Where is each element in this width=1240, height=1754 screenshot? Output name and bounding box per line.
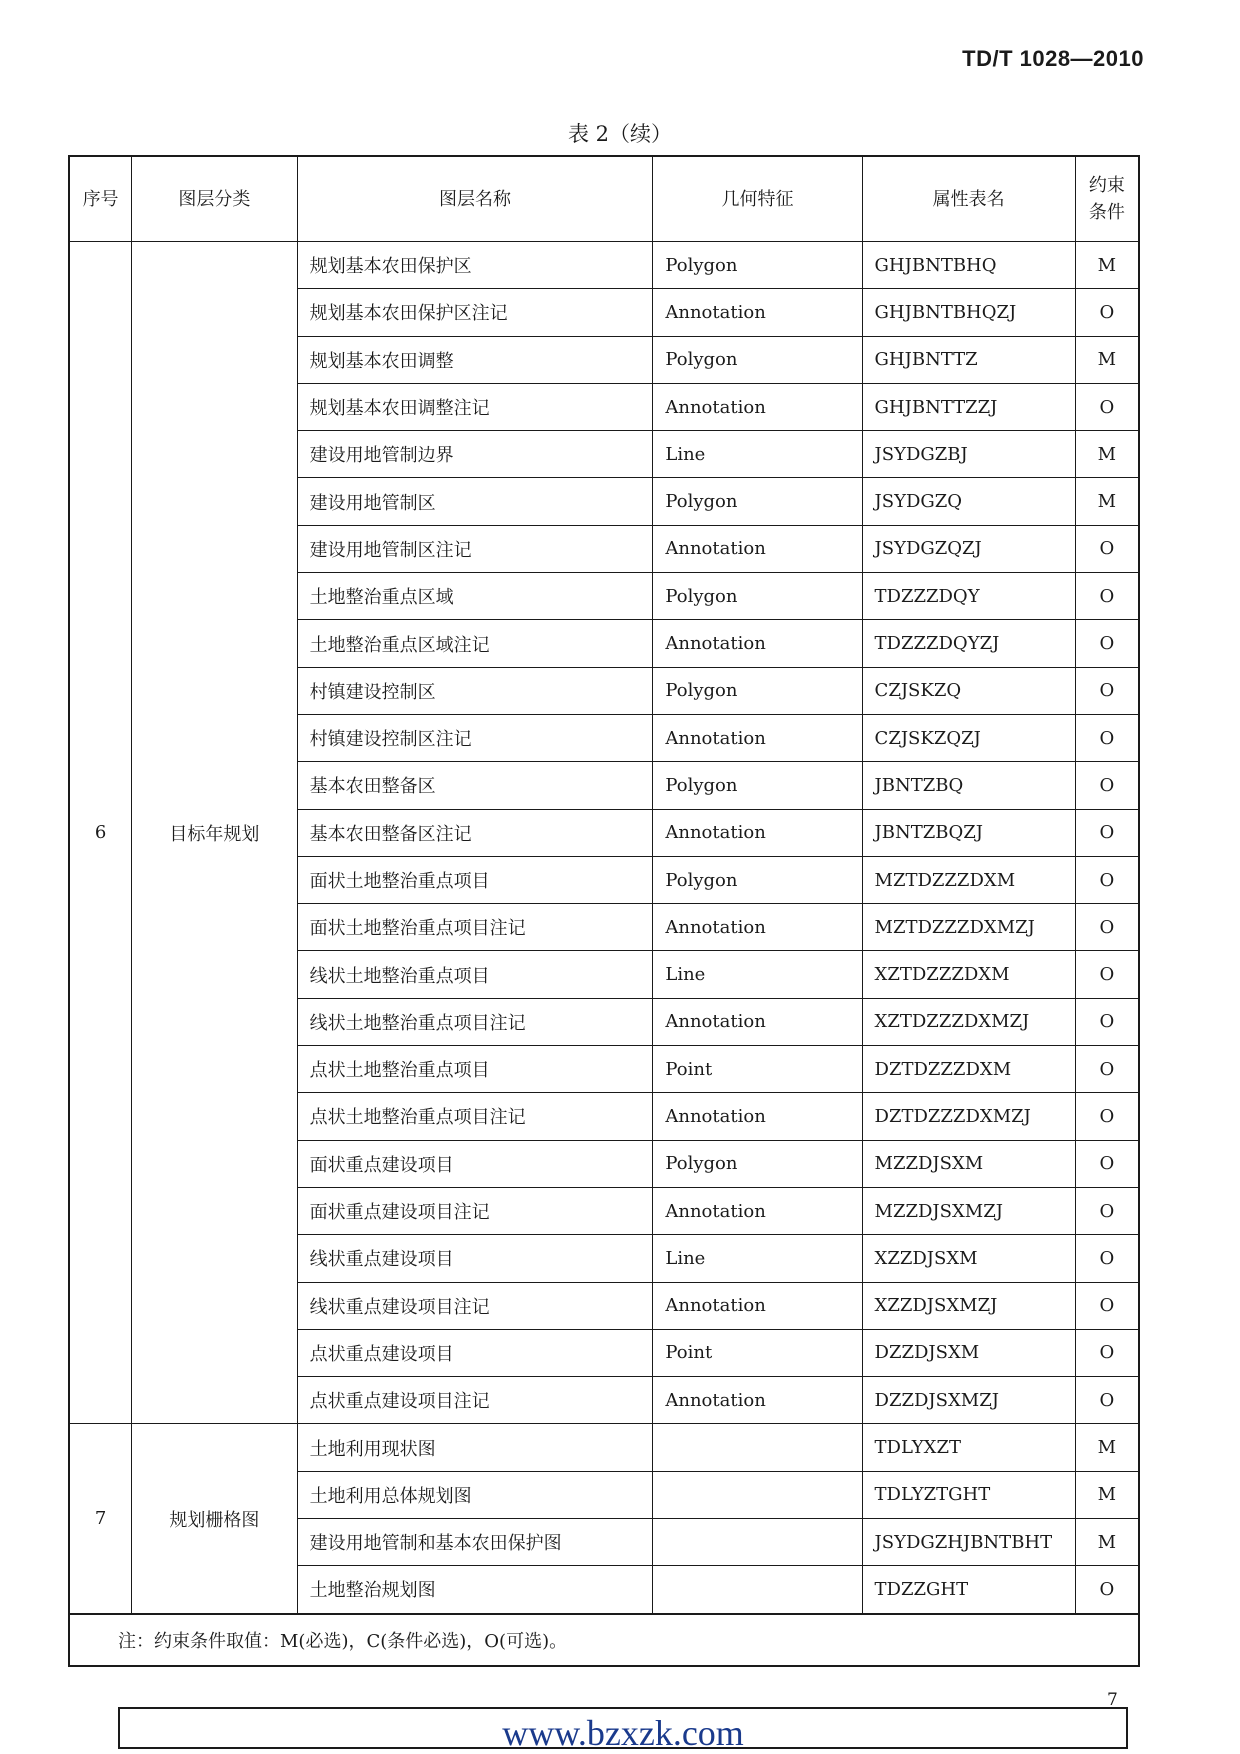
cell-layer-name: 线状土地整治重点项目注记 bbox=[297, 998, 653, 1045]
cell-layer-name: 土地整治重点区域 bbox=[297, 573, 653, 620]
cell-layer-name: 面状土地整治重点项目 bbox=[297, 856, 653, 903]
cell-geometry: Point bbox=[653, 1329, 862, 1376]
cell-layer-name: 基本农田整备区注记 bbox=[297, 809, 653, 856]
group-category: 目标年规划 bbox=[132, 242, 298, 1424]
col-header-constraint: 约束条件 bbox=[1075, 156, 1139, 242]
cell-layer-name: 建设用地管制区 bbox=[297, 478, 653, 525]
cell-geometry: Polygon bbox=[653, 242, 862, 289]
cell-attribute-table: GHJBNTBHQ bbox=[862, 242, 1075, 289]
cell-attribute-table: JSYDGZQZJ bbox=[862, 525, 1075, 572]
footer-watermark-box bbox=[118, 1707, 1128, 1753]
layer-table bbox=[68, 155, 1140, 1667]
cell-geometry: Annotation bbox=[653, 289, 862, 336]
cell-constraint: M bbox=[1075, 242, 1139, 289]
cell-attribute-table: JSYDGZBJ bbox=[862, 431, 1075, 478]
table-header bbox=[69, 156, 1139, 242]
group-category: 规划栅格图 bbox=[132, 1424, 298, 1614]
cell-attribute-table: JSYDGZQ bbox=[862, 478, 1075, 525]
cell-geometry bbox=[653, 1519, 862, 1566]
cell-constraint: M bbox=[1075, 431, 1139, 478]
cell-constraint: O bbox=[1075, 1566, 1139, 1614]
table-note: 注：约束条件取值：M(必选)，C(条件必选)，O(可选)。 bbox=[69, 1614, 1139, 1666]
cell-geometry: Polygon bbox=[653, 1140, 862, 1187]
col-header-geometry: 几何特征 bbox=[653, 156, 862, 242]
cell-layer-name: 线状土地整治重点项目 bbox=[297, 951, 653, 998]
cell-geometry: Polygon bbox=[653, 336, 862, 383]
cell-geometry: Annotation bbox=[653, 904, 862, 951]
cell-layer-name: 点状土地整治重点项目注记 bbox=[297, 1093, 653, 1140]
cell-constraint: O bbox=[1075, 383, 1139, 430]
website-link[interactable]: www.bzxzk.com bbox=[502, 1713, 744, 1753]
group-number: 6 bbox=[69, 242, 132, 1424]
cell-attribute-table: JBNTZBQZJ bbox=[862, 809, 1075, 856]
cell-attribute-table: TDLYXZT bbox=[862, 1424, 1075, 1471]
cell-attribute-table: XZZDJSXM bbox=[862, 1235, 1075, 1282]
cell-geometry bbox=[653, 1566, 862, 1614]
cell-constraint: M bbox=[1075, 1519, 1139, 1566]
cell-attribute-table: CZJSKZQZJ bbox=[862, 714, 1075, 761]
cell-constraint: M bbox=[1075, 1471, 1139, 1518]
table-row bbox=[69, 242, 1139, 289]
cell-constraint: O bbox=[1075, 1046, 1139, 1093]
group-number: 7 bbox=[69, 1424, 132, 1614]
table-body bbox=[69, 242, 1139, 1614]
cell-attribute-table: CZJSKZQ bbox=[862, 667, 1075, 714]
cell-constraint: M bbox=[1075, 478, 1139, 525]
cell-attribute-table: DZZDJSXM bbox=[862, 1329, 1075, 1376]
cell-geometry: Polygon bbox=[653, 762, 862, 809]
cell-constraint: O bbox=[1075, 762, 1139, 809]
cell-constraint: O bbox=[1075, 1235, 1139, 1282]
cell-layer-name: 规划基本农田保护区 bbox=[297, 242, 653, 289]
cell-constraint: O bbox=[1075, 667, 1139, 714]
cell-layer-name: 土地整治规划图 bbox=[297, 1566, 653, 1614]
cell-constraint: O bbox=[1075, 856, 1139, 903]
cell-layer-name: 线状重点建设项目注记 bbox=[297, 1282, 653, 1329]
cell-constraint: O bbox=[1075, 525, 1139, 572]
cell-attribute-table: TDZZZDQY bbox=[862, 573, 1075, 620]
cell-layer-name: 村镇建设控制区 bbox=[297, 667, 653, 714]
cell-attribute-table: JSYDGZHJBNTBHT bbox=[862, 1519, 1075, 1566]
cell-attribute-table: JBNTZBQ bbox=[862, 762, 1075, 809]
cell-attribute-table: DZTDZZZDXM bbox=[862, 1046, 1075, 1093]
cell-layer-name: 点状重点建设项目注记 bbox=[297, 1377, 653, 1424]
cell-attribute-table: XZTDZZZDXM bbox=[862, 951, 1075, 998]
cell-constraint: O bbox=[1075, 620, 1139, 667]
table-row bbox=[69, 1424, 1139, 1471]
cell-layer-name: 建设用地管制边界 bbox=[297, 431, 653, 478]
cell-geometry: Annotation bbox=[653, 998, 862, 1045]
cell-layer-name: 土地整治重点区域注记 bbox=[297, 620, 653, 667]
cell-geometry: Point bbox=[653, 1046, 862, 1093]
cell-constraint: O bbox=[1075, 714, 1139, 761]
cell-geometry: Polygon bbox=[653, 478, 862, 525]
cell-layer-name: 建设用地管制区注记 bbox=[297, 525, 653, 572]
col-header-no: 序号 bbox=[69, 156, 132, 242]
col-header-attribute-table: 属性表名 bbox=[862, 156, 1075, 242]
cell-geometry: Annotation bbox=[653, 809, 862, 856]
cell-geometry: Annotation bbox=[653, 714, 862, 761]
cell-constraint: M bbox=[1075, 1424, 1139, 1471]
cell-layer-name: 线状重点建设项目 bbox=[297, 1235, 653, 1282]
cell-constraint: M bbox=[1075, 336, 1139, 383]
cell-geometry: Annotation bbox=[653, 383, 862, 430]
col-header-category: 图层分类 bbox=[132, 156, 298, 242]
cell-layer-name: 建设用地管制和基本农田保护图 bbox=[297, 1519, 653, 1566]
cell-geometry: Annotation bbox=[653, 620, 862, 667]
cell-geometry: Annotation bbox=[653, 1093, 862, 1140]
cell-layer-name: 村镇建设控制区注记 bbox=[297, 714, 653, 761]
cell-attribute-table: TDZZGHT bbox=[862, 1566, 1075, 1614]
cell-constraint: O bbox=[1075, 1140, 1139, 1187]
cell-attribute-table: MZZDJSXM bbox=[862, 1140, 1075, 1187]
cell-constraint: O bbox=[1075, 1329, 1139, 1376]
table-title: 表 2（续） bbox=[567, 122, 673, 146]
cell-layer-name: 点状重点建设项目 bbox=[297, 1329, 653, 1376]
cell-geometry: Polygon bbox=[653, 573, 862, 620]
cell-geometry bbox=[653, 1471, 862, 1518]
cell-constraint: O bbox=[1075, 573, 1139, 620]
cell-geometry: Line bbox=[653, 1235, 862, 1282]
cell-layer-name: 面状重点建设项目 bbox=[297, 1140, 653, 1187]
cell-geometry: Polygon bbox=[653, 667, 862, 714]
cell-constraint: O bbox=[1075, 809, 1139, 856]
cell-layer-name: 土地利用总体规划图 bbox=[297, 1471, 653, 1518]
cell-constraint: O bbox=[1075, 998, 1139, 1045]
cell-constraint: O bbox=[1075, 1282, 1139, 1329]
cell-constraint: O bbox=[1075, 289, 1139, 336]
cell-geometry: Annotation bbox=[653, 1282, 862, 1329]
cell-constraint: O bbox=[1075, 904, 1139, 951]
cell-geometry: Annotation bbox=[653, 1377, 862, 1424]
cell-layer-name: 规划基本农田调整注记 bbox=[297, 383, 653, 430]
cell-geometry: Annotation bbox=[653, 525, 862, 572]
cell-geometry: Polygon bbox=[653, 856, 862, 903]
cell-attribute-table: DZZDJSXMZJ bbox=[862, 1377, 1075, 1424]
cell-attribute-table: MZTDZZZDXMZJ bbox=[862, 904, 1075, 951]
cell-constraint: O bbox=[1075, 1377, 1139, 1424]
cell-constraint: O bbox=[1075, 1093, 1139, 1140]
cell-attribute-table: MZTDZZZDXM bbox=[862, 856, 1075, 903]
cell-attribute-table: XZZDJSXMZJ bbox=[862, 1282, 1075, 1329]
cell-attribute-table: MZZDJSXMZJ bbox=[862, 1187, 1075, 1234]
cell-layer-name: 规划基本农田保护区注记 bbox=[297, 289, 653, 336]
cell-layer-name: 面状重点建设项目注记 bbox=[297, 1187, 653, 1234]
cell-layer-name: 基本农田整备区 bbox=[297, 762, 653, 809]
cell-attribute-table: XZTDZZZDXMZJ bbox=[862, 998, 1075, 1045]
page-number: 7 bbox=[1107, 1690, 1118, 1710]
cell-geometry: Annotation bbox=[653, 1187, 862, 1234]
cell-geometry: Line bbox=[653, 951, 862, 998]
cell-layer-name: 面状土地整治重点项目注记 bbox=[297, 904, 653, 951]
cell-layer-name: 土地利用现状图 bbox=[297, 1424, 653, 1471]
cell-geometry: Line bbox=[653, 431, 862, 478]
cell-constraint: O bbox=[1075, 951, 1139, 998]
cell-attribute-table: GHJBNTTZ bbox=[862, 336, 1075, 383]
cell-layer-name: 点状土地整治重点项目 bbox=[297, 1046, 653, 1093]
standard-code: TD/T 1028—2010 bbox=[962, 46, 1144, 71]
cell-geometry bbox=[653, 1424, 862, 1471]
cell-constraint: O bbox=[1075, 1187, 1139, 1234]
cell-attribute-table: GHJBNTBHQZJ bbox=[862, 289, 1075, 336]
cell-attribute-table: DZTDZZZDXMZJ bbox=[862, 1093, 1075, 1140]
cell-attribute-table: TDLYZTGHT bbox=[862, 1471, 1075, 1518]
cell-attribute-table: GHJBNTTZZJ bbox=[862, 383, 1075, 430]
cell-layer-name: 规划基本农田调整 bbox=[297, 336, 653, 383]
col-header-layer-name: 图层名称 bbox=[297, 156, 653, 242]
cell-attribute-table: TDZZZDQYZJ bbox=[862, 620, 1075, 667]
